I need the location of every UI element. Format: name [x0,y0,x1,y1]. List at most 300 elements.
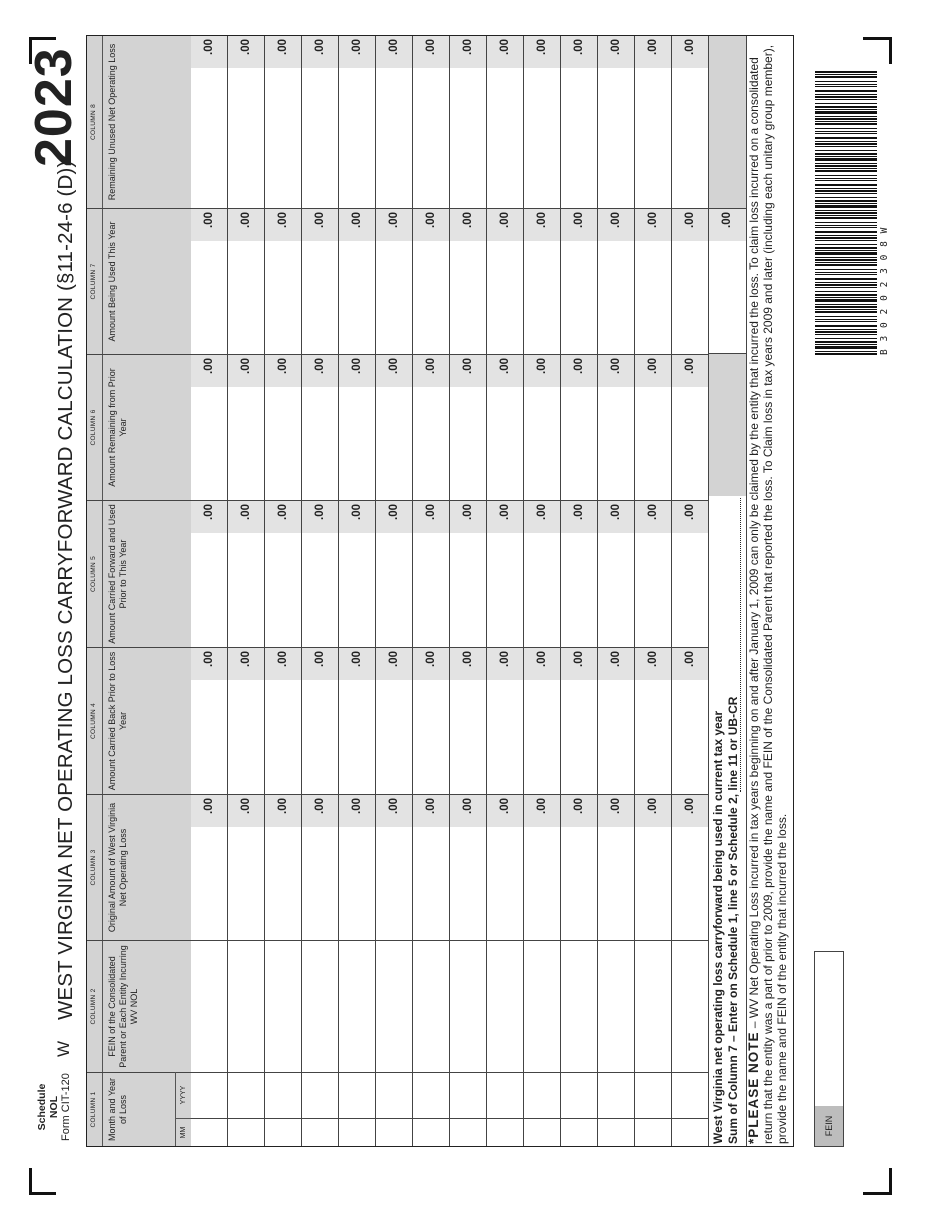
column-2-input[interactable] [191,940,227,1072]
column-6-input[interactable] [524,354,560,500]
month-subcell[interactable] [672,1118,708,1146]
cents-band: .00 [635,501,671,533]
column-4-input[interactable] [376,647,412,794]
table-row [635,36,672,1146]
column-number: COLUMN 4 [90,703,97,739]
column-6-input[interactable] [561,354,597,500]
column-8-input[interactable] [598,36,634,208]
cents-band: .00 [487,501,523,533]
schedule-name: NOL [48,1095,60,1119]
column-2-input[interactable] [561,940,597,1072]
cents-band: .00 [487,209,523,241]
cents-band: .00 [598,36,634,68]
column-title: Amount Carried Forward and Used Prior to This Year [107,504,128,644]
cents-band: .00 [265,36,301,68]
cents-band: .00 [376,501,412,533]
barcode-bar [815,215,877,216]
column-7-input[interactable] [228,208,264,354]
column-header-8 [87,36,191,208]
barcode-bar [815,121,877,122]
cents-band: .00 [524,648,560,680]
barcode-bar [815,103,877,104]
column-title: Amount Carried Back Prior to Loss Year [107,651,128,791]
column-8-input[interactable] [413,36,449,208]
column-4-input[interactable] [450,647,486,794]
column-8-input[interactable] [191,36,227,208]
column-7-input[interactable] [339,208,375,354]
barcode-bar [815,257,877,258]
fein-field[interactable] [814,951,844,1147]
barcode-bar [815,96,877,98]
column-8-input[interactable] [524,36,560,208]
note-prefix: *PLEASE NOTE [746,1031,761,1144]
barcode-bar [815,247,877,249]
barcode-bar [815,153,877,155]
cents-band: .00 [302,355,338,387]
column-6-input[interactable] [228,354,264,500]
column-3-input[interactable] [376,794,412,940]
cents-band: .00 [635,355,671,387]
cents-band: .00 [672,648,708,680]
column-8-input[interactable] [228,36,264,208]
barcode-bar [815,150,877,151]
column-3-input[interactable] [413,794,449,940]
column-3-input[interactable] [672,794,708,940]
barcode-bar [815,205,877,208]
column-title: Amount Remaining from Prior Year [107,368,128,487]
loss-date-cell[interactable] [191,1072,227,1146]
cents-band: .00 [339,648,375,680]
barcode-bar [815,116,877,117]
cents-band: .00 [487,36,523,68]
barcode-bar [815,90,877,92]
barcode-bar [815,76,877,78]
column-8-input[interactable] [561,36,597,208]
column-4-input[interactable] [191,647,227,794]
column-4-input[interactable] [487,647,523,794]
barcode-bar [815,74,877,75]
month-subcell[interactable] [413,1118,449,1146]
month-subcell[interactable] [524,1118,560,1146]
column-7-input[interactable] [598,208,634,354]
column-7-input[interactable] [672,208,708,354]
barcode-bar [815,175,877,176]
column-3-input[interactable] [265,794,301,940]
column-6-input[interactable] [672,354,708,500]
loss-date-cell[interactable] [228,1072,264,1146]
table-row [228,36,265,1146]
column-4-input[interactable] [598,647,634,794]
month-subcell[interactable] [598,1118,634,1146]
month-subcell[interactable] [265,1118,301,1146]
barcode-bar [815,180,877,181]
cents-band: .00 [302,209,338,241]
column-2-input[interactable] [413,940,449,1072]
barcode-bar [815,284,877,286]
barcode-bar [815,133,877,134]
column-5-input[interactable] [376,500,412,647]
subheader-month: MM [175,1118,191,1146]
cents-band: .00 [191,36,227,68]
column-number: COLUMN 3 [90,849,97,886]
column-3-input[interactable] [524,794,560,940]
total-shade-col8 [709,36,746,208]
column-6-input[interactable] [339,354,375,500]
column-5-input[interactable] [524,500,560,647]
column-8-input[interactable] [450,36,486,208]
barcode-bar [815,264,877,266]
barcode-bar [815,338,877,339]
barcode-bar [815,200,877,202]
barcode-bar [815,197,877,198]
column-8-input[interactable] [635,36,671,208]
please-note [747,34,789,1144]
schedule-label: Schedule [36,1083,48,1131]
loss-date-cell[interactable] [265,1072,301,1146]
column-2-input[interactable] [635,940,671,1072]
cents-band: .00 [561,501,597,533]
column-2-input[interactable] [450,940,486,1072]
barcode-bar [815,344,877,345]
barcode-bar [815,203,877,204]
table-row [524,36,561,1146]
loss-date-cell[interactable] [635,1072,671,1146]
cents-band: .00 [191,648,227,680]
table-row [376,36,413,1146]
loss-date-cell[interactable] [672,1072,708,1146]
column-8-input[interactable] [302,36,338,208]
barcode-bar [815,109,877,110]
column-6-input[interactable] [376,354,412,500]
barcode-bar [815,165,877,167]
barcode-bar [815,329,877,330]
column-5-input[interactable] [265,500,301,647]
column-5-input[interactable] [413,500,449,647]
cents-band: .00 [339,501,375,533]
month-subcell[interactable] [450,1118,486,1146]
cents-band: .00 [598,209,634,241]
cents-band: .00 [672,36,708,68]
barcode-bar [815,123,877,125]
column-number: COLUMN 6 [90,409,97,446]
barcode-bar [815,71,877,73]
cents-band: .00 [376,36,412,68]
column-header-7 [87,208,191,354]
cents-band: .00 [487,355,523,387]
column-2-input[interactable] [228,940,264,1072]
column-6-input[interactable] [487,354,523,500]
cents-band: .00 [672,355,708,387]
loss-date-cell[interactable] [376,1072,412,1146]
cents-band: .00 [376,795,412,827]
cents-band: .00 [450,795,486,827]
barcode-bar [815,299,877,302]
column-4-input[interactable] [339,647,375,794]
column-7-input[interactable] [376,208,412,354]
barcode-bar [815,146,877,147]
total-used-input[interactable] [709,208,746,354]
column-title: Month and Year of Loss [107,1077,128,1142]
column-6-input[interactable] [302,354,338,500]
column-6-input[interactable] [265,354,301,500]
column-3-input[interactable] [191,794,227,940]
barcode-bar [815,304,877,305]
barcode-bar [815,106,877,108]
cents-band: .00 [450,36,486,68]
column-title: FEIN of the Consolidated Parent or Each Entity Incurring WV NOL [107,945,139,1068]
cents-band: .00 [524,501,560,533]
column-number-rule [102,648,103,794]
cents-band: .00 [413,648,449,680]
column-number-rule [102,209,103,354]
barcode-bar [815,297,877,298]
cents-band: .00 [191,501,227,533]
cents-band: .00 [339,795,375,827]
cents-band: .00 [413,36,449,68]
month-subcell[interactable] [191,1118,227,1146]
column-4-input[interactable] [524,647,560,794]
cents-band: .00 [561,648,597,680]
column-2-input[interactable] [376,940,412,1072]
cents-band: .00 [302,795,338,827]
column-number-rule [102,941,103,1072]
cents-band: .00 [265,355,301,387]
column-5-input[interactable] [191,500,227,647]
column-3-input[interactable] [450,794,486,940]
column-2-input[interactable] [672,940,708,1072]
column-4-input[interactable] [228,647,264,794]
column-6-input[interactable] [635,354,671,500]
barcode-bar [815,131,877,132]
column-number: COLUMN 1 [90,1091,97,1128]
cents-band: .00 [561,36,597,68]
nol-schedule-form [25,25,920,1195]
barcode-bar [815,210,877,211]
barcode-bar [815,184,877,186]
column-7-input[interactable] [450,208,486,354]
column-2-input[interactable] [487,940,523,1072]
barcode-bar [815,346,877,349]
barcode-bar [815,351,877,352]
loss-date-cell[interactable] [339,1072,375,1146]
barcode-bar [815,94,877,95]
column-5-input[interactable] [450,500,486,647]
column-number-rule [102,36,103,208]
barcode-bar [815,353,877,355]
cents-band: .00 [413,501,449,533]
barcode-bar [815,311,877,313]
column-4-input[interactable] [302,647,338,794]
loss-date-cell[interactable] [561,1072,597,1146]
month-subcell[interactable] [376,1118,412,1146]
column-header-3 [87,794,191,940]
cents-band: .00 [228,501,264,533]
barcode-bar [815,222,877,223]
barcode-bar [815,231,877,233]
cents-band: .00 [302,648,338,680]
cents-band: .00 [635,795,671,827]
barcode [815,70,877,355]
column-8-input[interactable] [376,36,412,208]
total-row [709,36,746,1146]
cents-band: .00 [450,648,486,680]
column-3-input[interactable] [635,794,671,940]
barcode-bar [815,141,877,142]
total-cents: .00 [709,209,746,241]
barcode-bar [815,240,877,241]
barcode-bar [815,316,877,317]
column-5-input[interactable] [598,500,634,647]
column-5-input[interactable] [339,500,375,647]
month-subcell[interactable] [635,1118,671,1146]
form-header [25,25,86,1195]
barcode-bar [815,190,877,192]
column-7-input[interactable] [487,208,523,354]
column-4-input[interactable] [265,647,301,794]
column-4-input[interactable] [672,647,708,794]
column-7-input[interactable] [413,208,449,354]
table-row [598,36,635,1146]
column-7-input[interactable] [265,208,301,354]
barcode-bar [815,262,877,263]
barcode-bar [815,321,877,322]
loss-date-cell[interactable] [450,1072,486,1146]
barcode-bar [815,250,877,251]
table-row [413,36,450,1146]
column-6-input[interactable] [450,354,486,500]
tax-year: 2023 [25,47,83,167]
table-row [302,36,339,1146]
barcode-bar [815,235,877,236]
column-2-input[interactable] [302,940,338,1072]
column-4-input[interactable] [635,647,671,794]
cents-band: .00 [339,36,375,68]
cents-band: .00 [413,209,449,241]
barcode-bar [815,252,877,255]
cents-band: .00 [635,209,671,241]
column-7-input[interactable] [524,208,560,354]
barcode-bar [815,128,877,129]
column-5-input[interactable] [487,500,523,647]
cents-band: .00 [302,501,338,533]
table-row [450,36,487,1146]
column-8-input[interactable] [339,36,375,208]
cents-band: .00 [672,501,708,533]
column-header-2 [87,940,191,1072]
column-3-input[interactable] [561,794,597,940]
column-5-input[interactable] [672,500,708,647]
column-header-5 [87,500,191,647]
barcode-bar [815,188,877,189]
barcode-bar [815,237,877,239]
column-5-input[interactable] [635,500,671,647]
cents-band: .00 [228,355,264,387]
column-5-input[interactable] [561,500,597,647]
page-title: WEST VIRGINIA NET OPERATING LOSS CARRYFORWARD CALCULATION (§11-24-6 (D)) [54,160,77,1020]
column-6-input[interactable] [413,354,449,500]
column-5-input[interactable] [302,500,338,647]
column-2-input[interactable] [339,940,375,1072]
cents-band: .00 [413,795,449,827]
loss-date-cell[interactable] [413,1072,449,1146]
month-subcell[interactable] [339,1118,375,1146]
cents-band: .00 [672,209,708,241]
column-2-input[interactable] [598,940,634,1072]
barcode-bar [815,118,877,120]
loss-date-cell[interactable] [302,1072,338,1146]
loss-date-cell[interactable] [487,1072,523,1146]
column-7-input[interactable] [635,208,671,354]
column-8-input[interactable] [672,36,708,208]
column-6-input[interactable] [191,354,227,500]
column-7-input[interactable] [302,208,338,354]
column-4-input[interactable] [413,647,449,794]
barcode-bar [815,168,877,169]
column-number: COLUMN 2 [90,988,97,1025]
column-8-input[interactable] [487,36,523,208]
column-3-input[interactable] [339,794,375,940]
barcode-bar [815,137,877,139]
month-subcell[interactable] [228,1118,264,1146]
column-number: COLUMN 8 [90,104,97,140]
column-3-input[interactable] [228,794,264,940]
barcode-bar [815,309,877,310]
column-title: Original Amount of West Virginia Net Operating Loss [107,802,128,933]
cents-band: .00 [524,795,560,827]
column-3-input[interactable] [302,794,338,940]
column-title: Remaining Unused Net Operating Loss [107,43,117,201]
barcode-bar [815,86,877,87]
month-subcell[interactable] [487,1118,523,1146]
column-2-input[interactable] [265,940,301,1072]
cents-band: .00 [524,36,560,68]
column-7-input[interactable] [191,208,227,354]
cents-band: .00 [598,795,634,827]
barcode-bar [815,291,877,292]
loss-date-cell[interactable] [598,1072,634,1146]
column-number: COLUMN 5 [90,556,97,592]
cents-band: .00 [228,795,264,827]
column-5-input[interactable] [228,500,264,647]
table-row [339,36,376,1146]
column-7-input[interactable] [561,208,597,354]
total-shade [709,354,746,496]
column-title: Amount Being Used This Year [107,221,117,342]
cents-band: .00 [635,36,671,68]
cents-band: .00 [561,795,597,827]
month-subcell[interactable] [561,1118,597,1146]
barcode-bar [815,163,877,164]
barcode-bar [815,341,877,343]
month-subcell[interactable] [302,1118,338,1146]
cents-band: .00 [265,795,301,827]
column-2-input[interactable] [524,940,560,1072]
barcode-bar [815,84,877,85]
cents-band: .00 [487,795,523,827]
column-4-input[interactable] [561,647,597,794]
barcode-bar [815,278,877,280]
column-3-input[interactable] [598,794,634,940]
barcode-bar [815,272,877,273]
cents-band: .00 [191,795,227,827]
column-6-input[interactable] [598,354,634,500]
column-8-input[interactable] [265,36,301,208]
cents-band: .00 [228,648,264,680]
column-3-input[interactable] [487,794,523,940]
loss-date-cell[interactable] [524,1072,560,1146]
subheader-year: YYYY [175,1072,191,1118]
dot-leader [726,498,741,792]
